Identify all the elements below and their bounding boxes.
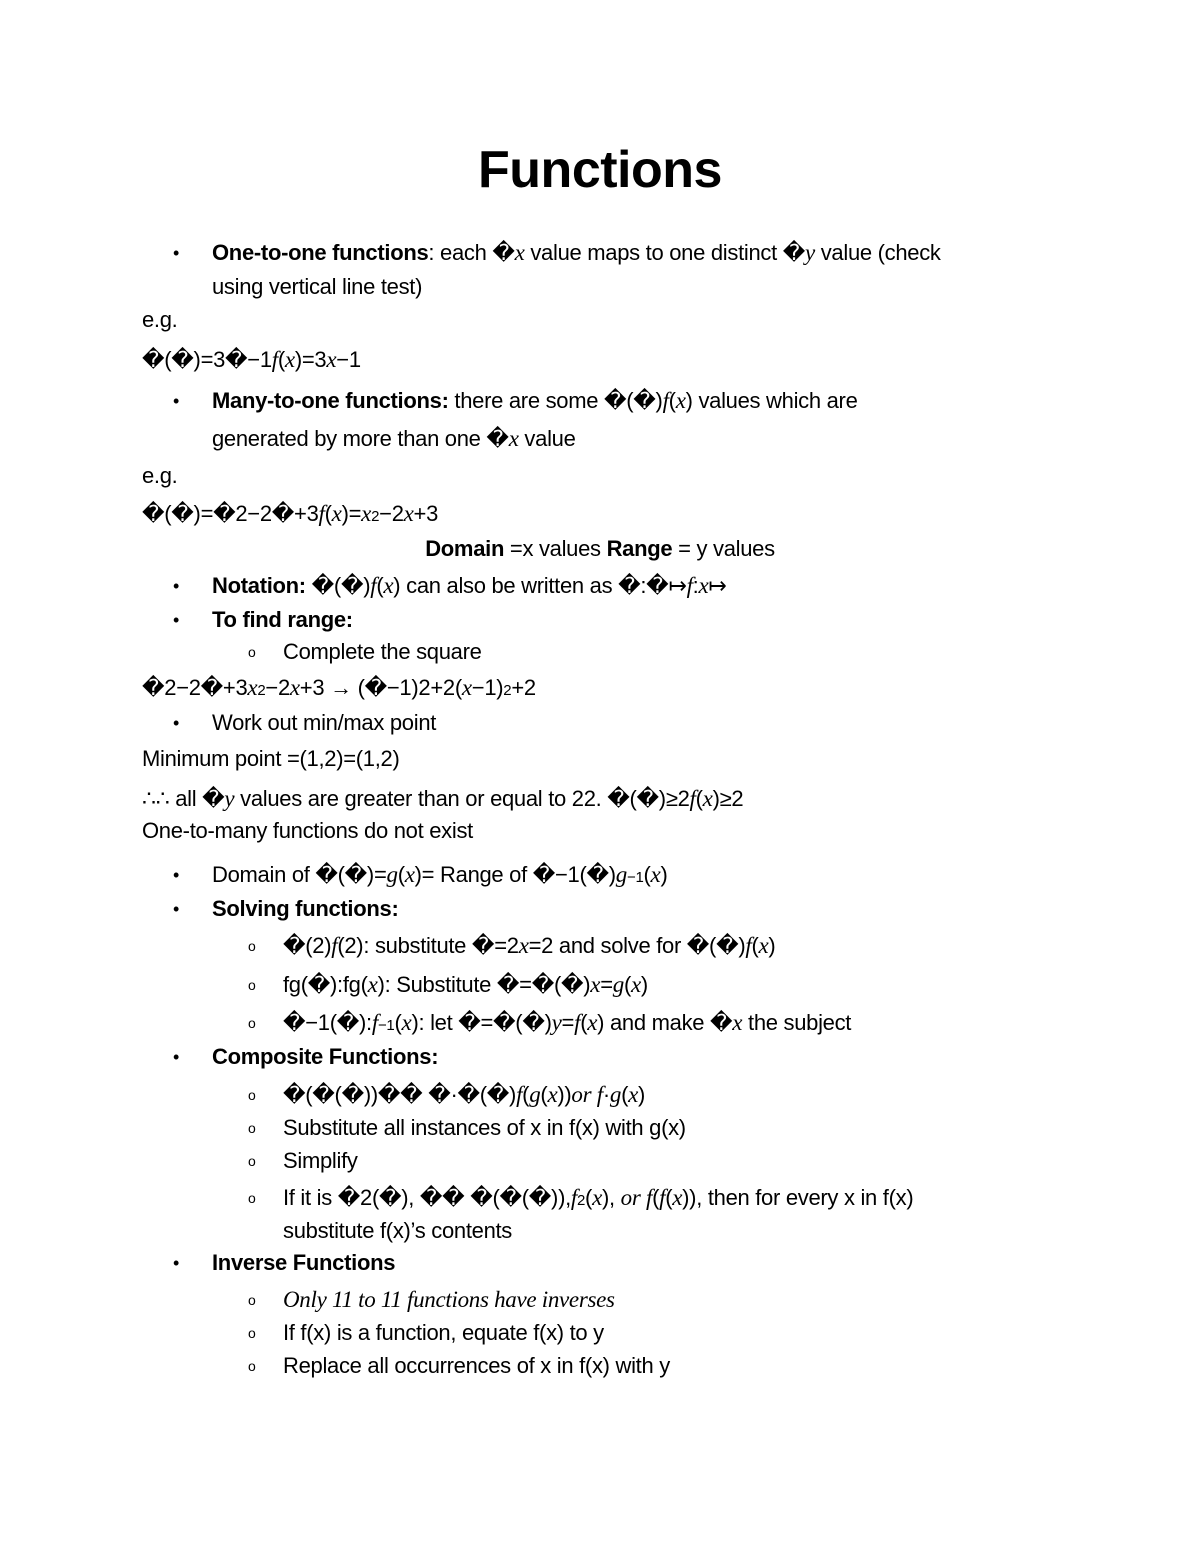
math-variable: x <box>587 1010 598 1035</box>
text-segment: �(�(�))�� �·�(�) <box>283 1082 517 1107</box>
math-variable: y <box>805 240 815 265</box>
text-segment: �(�) <box>305 573 371 598</box>
math-variable: x <box>518 933 529 958</box>
text-segment: ∴∴ all � <box>142 786 225 811</box>
text-segment: =2 and solve for �(�) <box>528 933 746 958</box>
list-item <box>212 386 858 416</box>
list-item <box>212 571 727 601</box>
list-item <box>212 1248 395 1278</box>
text-segment: ) values which are <box>685 388 858 413</box>
sub-bullet-marker: o <box>248 977 256 993</box>
list-item <box>283 1318 604 1348</box>
text-segment: : each � <box>428 240 515 265</box>
text-segment: Minimum point =(1,2)=(1,2) <box>142 746 400 771</box>
list-item <box>212 605 353 635</box>
text-line <box>142 345 361 375</box>
text-segment: 2 <box>257 682 266 699</box>
text-segment: ( <box>623 972 631 997</box>
math-variable: x <box>675 388 686 413</box>
math-variable: f <box>686 573 693 598</box>
list-item <box>212 894 398 924</box>
math-variable: g <box>386 862 398 887</box>
math-variable: x <box>650 862 661 887</box>
text-segment: ( <box>652 1185 660 1210</box>
text-segment: ( <box>376 573 384 598</box>
math-variable: or f <box>620 1185 653 1210</box>
text-segment: : <box>692 573 699 598</box>
math-variable: x <box>547 1082 558 1107</box>
text-segment: e.g. <box>142 463 178 488</box>
math-variable: f <box>318 501 325 526</box>
list-item <box>283 1113 686 1143</box>
text-segment: ) and make � <box>597 1010 733 1035</box>
text-segment: �−1(�): <box>283 1010 372 1035</box>
text-segment: Substitute all instances of x in f(x) with g(x) <box>283 1115 686 1140</box>
text-segment: ↦ <box>708 573 727 598</box>
list-item <box>212 238 941 268</box>
math-variable: x <box>383 573 394 598</box>
text-segment: )= Range of �−1(�) <box>414 862 616 887</box>
text-segment: )≥2 <box>712 786 744 811</box>
text-segment: 2 <box>577 1192 586 1209</box>
text-line <box>0 534 1200 564</box>
text-line <box>283 1216 512 1246</box>
text-segment: ( <box>277 347 285 372</box>
math-variable: x <box>732 1010 743 1035</box>
math-variable: x <box>289 675 300 700</box>
text-segment: ): let �=�(�) <box>411 1010 552 1035</box>
text-line <box>142 499 438 532</box>
list-item <box>283 1183 913 1216</box>
math-variable: g <box>615 862 627 887</box>
bold-text: One-to-one functions <box>212 240 429 265</box>
math-variable: x <box>590 972 601 997</box>
text-segment: ( <box>585 1185 593 1210</box>
bold-text: Domain <box>425 536 505 561</box>
math-variable: x <box>702 786 713 811</box>
math-variable: x <box>247 675 258 700</box>
text-segment: ( <box>522 1082 530 1107</box>
text-segment: value maps to one distinct � <box>524 240 805 265</box>
math-variable: x <box>367 972 378 997</box>
text-segment: ( <box>665 1185 673 1210</box>
text-segment: 2 <box>503 682 512 699</box>
text-line <box>142 816 473 846</box>
text-segment: ) <box>640 972 648 997</box>
text-segment: fg(�):fg( <box>283 972 368 997</box>
text-segment: ): Substitute �=�(�) <box>377 972 591 997</box>
math-variable: f <box>574 1010 581 1035</box>
text-segment: value (check <box>814 240 941 265</box>
text-segment: generated by more than one � <box>212 426 509 451</box>
text-segment: ( <box>540 1082 548 1107</box>
text-segment: Replace all occurrences of x in f(x) with y <box>283 1353 670 1378</box>
text-line <box>142 461 178 491</box>
text-segment: )) <box>557 1082 572 1107</box>
sub-bullet-marker: o <box>248 1153 256 1169</box>
text-segment: ), <box>602 1185 621 1210</box>
text-line <box>142 305 178 335</box>
text-segment: ( <box>668 388 676 413</box>
bullet-marker: • <box>173 1253 180 1273</box>
text-segment: ) <box>660 862 668 887</box>
text-segment: If f(x) is a function, equate f(x) to y <box>283 1320 604 1345</box>
text-segment: using vertical line test) <box>212 274 423 299</box>
math-variable: x <box>361 501 372 526</box>
sub-bullet-marker: o <box>248 1325 256 1341</box>
math-variable: Only 11 to 11 functions have inverses <box>283 1287 615 1312</box>
sub-bullet-marker: o <box>248 1190 256 1206</box>
math-variable: f <box>370 573 377 598</box>
list-item <box>283 1080 645 1110</box>
text-segment: )=3 <box>294 347 327 372</box>
list-item <box>283 1008 851 1041</box>
math-variable: g <box>609 1082 622 1107</box>
text-line <box>212 424 576 454</box>
text-segment: = <box>561 1010 575 1035</box>
list-item <box>212 1042 438 1072</box>
text-segment: ( <box>695 786 703 811</box>
text-segment: −1 <box>627 869 644 886</box>
text-segment: If it is �2(�), �� �(�(�)), <box>283 1185 571 1210</box>
math-variable: y <box>551 1010 562 1035</box>
bullet-marker: • <box>173 610 180 630</box>
math-variable: x <box>508 426 519 451</box>
text-segment: One-to-many functions do not exist <box>142 818 473 843</box>
text-segment: =x values <box>504 536 607 561</box>
sub-bullet-marker: o <box>248 644 256 660</box>
math-variable: x <box>514 240 525 265</box>
text-segment: �(�)=�2−2�+3 <box>142 501 319 526</box>
text-segment: ( <box>397 862 405 887</box>
math-variable: x <box>698 573 709 598</box>
math-variable: x <box>630 972 641 997</box>
text-segment: the subject <box>742 1010 852 1035</box>
text-line <box>212 272 422 302</box>
text-segment: �2−2�+3 <box>142 675 248 700</box>
text-line <box>142 784 743 814</box>
math-variable: f <box>371 1010 378 1035</box>
text-line <box>142 673 536 706</box>
sub-bullet-marker: o <box>248 1087 256 1103</box>
list-item <box>283 931 775 961</box>
math-variable: f <box>662 388 669 413</box>
text-segment: ) <box>768 933 776 958</box>
math-variable: f <box>516 1082 523 1107</box>
list-item <box>283 1146 358 1176</box>
text-segment: �(�)=3�−1 <box>142 347 272 372</box>
bullet-marker: • <box>173 899 180 919</box>
math-variable: f <box>689 786 696 811</box>
sub-bullet-marker: o <box>248 1015 256 1031</box>
list-item <box>283 970 648 1000</box>
math-variable: f <box>331 933 338 958</box>
text-segment: −1 <box>377 1017 395 1034</box>
math-variable: g <box>529 1082 541 1107</box>
math-variable: x <box>758 933 769 958</box>
text-segment: −1 <box>336 347 361 372</box>
text-segment: +3 <box>413 501 439 526</box>
math-variable: x <box>401 1010 412 1035</box>
list-item <box>212 708 436 738</box>
bold-text: Composite Functions: <box>212 1044 439 1069</box>
bold-text: Solving functions: <box>212 896 399 921</box>
math-variable: x <box>592 1185 602 1210</box>
text-segment: )= <box>341 501 362 526</box>
sub-bullet-marker: o <box>248 938 256 954</box>
bullet-marker: • <box>173 243 180 263</box>
list-item <box>283 637 482 667</box>
text-segment: ( <box>643 862 651 887</box>
text-segment: −2 <box>265 675 290 700</box>
text-segment: e.g. <box>142 307 178 332</box>
list-item <box>283 1351 670 1381</box>
text-segment: Simplify <box>283 1148 358 1173</box>
list-item <box>212 860 668 893</box>
text-segment: )), then for every x in f(x) <box>682 1185 914 1210</box>
math-variable: f <box>271 347 278 372</box>
text-segment: −2 <box>379 501 404 526</box>
text-segment: +3 → (�−1)2+2( <box>299 675 462 700</box>
text-segment: �(2) <box>283 933 332 958</box>
bullet-marker: • <box>173 713 180 733</box>
list-item <box>283 1285 615 1315</box>
math-variable: x <box>326 347 337 372</box>
sub-bullet-marker: o <box>248 1358 256 1374</box>
text-segment: substitute f(x)’s contents <box>283 1218 513 1243</box>
text-segment: ( <box>621 1082 629 1107</box>
sub-bullet-marker: o <box>248 1120 256 1136</box>
math-variable: x <box>672 1185 683 1210</box>
math-variable: x <box>284 347 295 372</box>
page-title: Functions <box>478 141 722 199</box>
bold-text: Range <box>606 536 673 561</box>
text-segment: ( <box>324 501 332 526</box>
math-variable: f <box>745 933 752 958</box>
math-variable: x <box>628 1082 639 1107</box>
math-variable: f <box>570 1185 577 1210</box>
text-segment: values are greater than or equal to 22. �(�)≥2 <box>234 786 690 811</box>
bold-text: Inverse Functions <box>212 1250 396 1275</box>
text-segment: ) <box>638 1082 646 1107</box>
sub-bullet-marker: o <box>248 1292 256 1308</box>
text-segment: +2 <box>511 675 536 700</box>
math-variable: x <box>404 862 415 887</box>
text-segment: −1) <box>471 675 504 700</box>
text-segment: Complete the square <box>283 639 482 664</box>
math-variable: y <box>224 786 235 811</box>
bullet-marker: • <box>173 1047 180 1067</box>
math-variable: or f <box>571 1082 603 1107</box>
text-line <box>142 744 400 774</box>
bold-text: To find range: <box>212 607 353 632</box>
text-segment: = y values <box>672 536 775 561</box>
text-segment: Work out min/max point <box>212 710 437 735</box>
math-variable: g <box>612 972 624 997</box>
text-segment: ( <box>751 933 759 958</box>
math-variable: f <box>659 1185 666 1210</box>
bold-text: Notation: <box>212 573 306 598</box>
bullet-marker: • <box>173 576 180 596</box>
text-segment: ) can also be written as �:�↦ <box>393 573 687 598</box>
text-segment: ( <box>580 1010 588 1035</box>
text-segment: = <box>600 972 613 997</box>
text-segment: ( <box>394 1010 402 1035</box>
math-variable: x <box>461 675 472 700</box>
text-segment: Domain of �(�)= <box>212 862 387 887</box>
text-segment: 2 <box>371 508 380 525</box>
text-segment: · <box>602 1082 610 1107</box>
math-variable: x <box>331 501 342 526</box>
text-segment: there are some �(�) <box>448 388 663 413</box>
text-segment: value <box>518 426 576 451</box>
bullet-marker: • <box>173 391 180 411</box>
text-segment: (2): substitute �=2 <box>337 933 519 958</box>
bullet-marker: • <box>173 865 180 885</box>
math-variable: x <box>403 501 414 526</box>
bold-text: Many-to-one functions: <box>212 388 449 413</box>
